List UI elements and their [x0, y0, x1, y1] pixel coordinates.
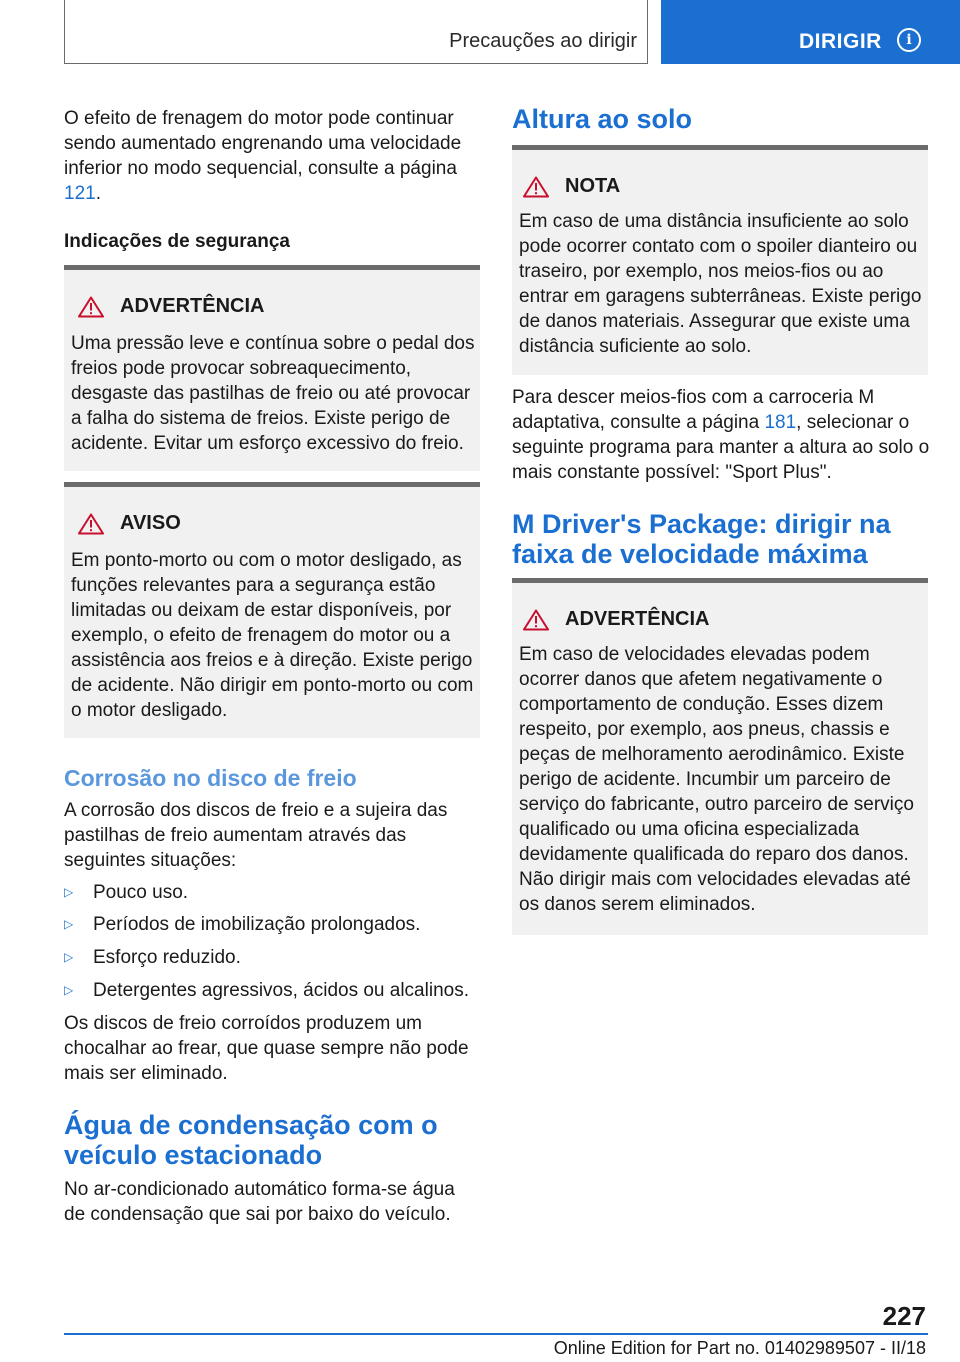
list-item: ▷ Esforço reduzido.: [64, 947, 241, 968]
intro-paragraph: O efeito de frenagem do motor pode continuar sendo aumentado engrenando uma velocidade inferior no modo sequencial, consulte a página 121.: [64, 108, 462, 204]
triangle-bullet-icon: ▷: [64, 950, 74, 964]
info-icon[interactable]: i: [897, 28, 921, 52]
corrosion-intro: A corrosão dos discos de freio e a sujeira das pastilhas de freio aumentam através das seguintes situações:: [64, 800, 448, 871]
page-number: 227: [882, 1301, 926, 1331]
header-section-box: [64, 0, 648, 64]
warning-box-aviso: [64, 482, 480, 738]
warning-triangle-icon: [78, 513, 104, 535]
triangle-bullet-icon: ▷: [64, 885, 74, 899]
note-title: NOTA: [523, 175, 620, 198]
mdriver-heading: M Driver's Package: dirigir na faixa de velocidade máxima: [512, 509, 891, 569]
warning-box-mdriver: [512, 578, 928, 935]
list-item: ▷ Períodos de imobilização prolongados.: [64, 914, 421, 935]
corrosion-outro: Os discos de freio corroídos produzem um chocalhar ao frear, que quase sempre não pode mais ser eliminado.: [64, 1013, 469, 1084]
warning-body: Uma pressão leve e contínua sobre o pedal dos freios pode provocar sobreaquecimento, desgaste das pastilhas de freio ou até provocar a falha do sistema de freios. Existe perigo de acidente. Evitar um esforço excessivo do freio.: [71, 333, 475, 454]
warning-title: ADVERTÊNCIA: [78, 295, 264, 318]
warning-body: Em ponto-morto ou com o motor desligado, as funções relevantes para a segurança estão limitadas ou deixam de estar disponíveis, por exemplo, o efeito de frenagem do motor ou a assistência aos freios e à direção. Existe perigo de acidente. Não dirigir em ponto-morto ou com o motor desligado.: [71, 550, 474, 721]
triangle-bullet-icon: ▷: [64, 983, 74, 997]
corrosion-heading: Corrosão no disco de freio: [64, 765, 357, 791]
warning-triangle-icon: [523, 176, 549, 198]
footer-edition: Online Edition for Part no. 01402989507 - II/18: [553, 1338, 926, 1358]
page-link-121[interactable]: 121: [64, 183, 96, 204]
section-title: Precauções ao dirigir: [449, 30, 637, 52]
safety-heading: Indicações de segurança: [64, 231, 290, 252]
condensation-heading: Água de condensação com o veículo estacionado: [64, 1110, 438, 1170]
list-item: ▷ Pouco uso.: [64, 882, 189, 903]
condensation-text: No ar-condicionado automático forma-se água de condensação que sai por baixo do veículo.: [64, 1179, 455, 1225]
footer-divider: [64, 1333, 928, 1335]
ground-heading: Altura ao solo: [512, 104, 693, 134]
ground-paragraph: Para descer meios-fios com a carroceria M adaptativa, consulte a página 181, selecionar o seguinte programa para manter a altura ao solo o mais constante possível: "Sport Plus".: [512, 387, 930, 483]
warning-triangle-icon: [523, 609, 549, 631]
note-body: Em caso de uma distância insuficiente ao solo pode ocorrer contato com o spoiler dianteiro ou traseiro, por exemplo, nos meios-fios ou ao entrar em garagens subterrâneas. Existe perigo de danos materiais. Assegurar que existe uma distância suficiente ao solo.: [519, 211, 922, 357]
warning-title: AVISO: [78, 512, 181, 535]
warning-body: Em caso de velocidades elevadas podem ocorrer danos que afetem negativamente o comportamento de condução. Esses dizem respeito, por exemplo, aos pneus, chassis e peças de melhoramento aerodinâmico. Existe perigo de acidente. Incumbir um parceiro de serviço do fabricante, outro parceiro de serviço qualificado ou uma oficina especializada devidamente qualificada do reparo dos danos. Não dirigir mais com velocidades elevadas até os danos serem eliminados.: [519, 644, 914, 915]
chapter-title[interactable]: DIRIGIR: [799, 30, 882, 53]
note-box: [512, 145, 928, 375]
warning-box-advertencia: [64, 265, 480, 471]
list-item: ▷ Detergentes agressivos, ácidos ou alcalinos.: [64, 980, 469, 1001]
triangle-bullet-icon: ▷: [64, 917, 74, 931]
page-link-181[interactable]: 181: [764, 412, 797, 433]
warning-triangle-icon: [78, 296, 104, 318]
warning-title: ADVERTÊNCIA: [523, 608, 709, 631]
